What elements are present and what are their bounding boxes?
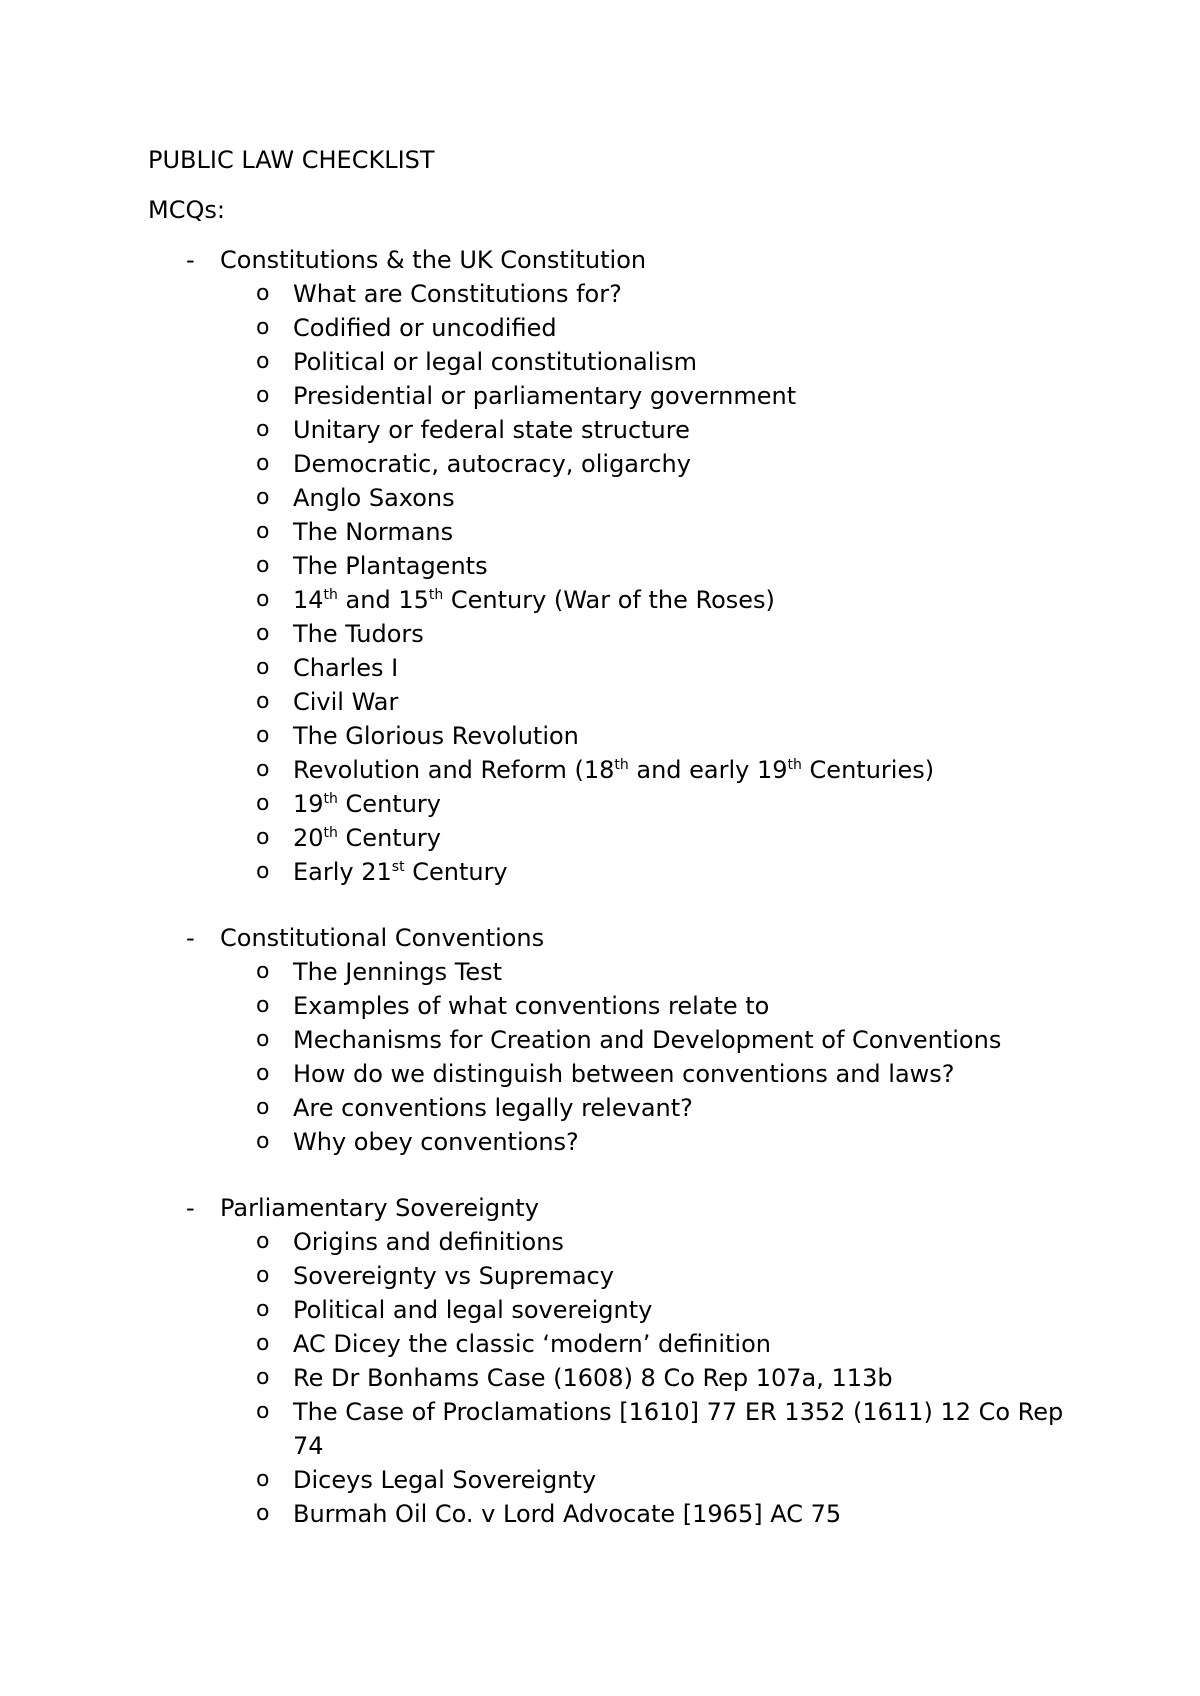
list-item bbox=[148, 1463, 1068, 1497]
list-item bbox=[148, 1327, 1068, 1361]
list-item bbox=[148, 1259, 1068, 1293]
circle-bullet-icon: o bbox=[256, 859, 270, 884]
list-item-text: Burmah Oil Co. v Lord Advocate [1965] AC 75 bbox=[293, 1500, 842, 1528]
list-item bbox=[148, 277, 1068, 311]
text-run: Revolution and Reform (18 bbox=[293, 756, 615, 784]
list-item-text: The Tudors bbox=[293, 620, 424, 648]
list-item bbox=[148, 719, 1068, 753]
circle-bullet-icon: o bbox=[256, 1095, 270, 1120]
checklist-items bbox=[148, 955, 1068, 1159]
circle-bullet-icon: o bbox=[256, 587, 270, 612]
section-heading-text: Constitutional Conventions bbox=[220, 924, 545, 952]
ordinal-suffix: th bbox=[428, 587, 444, 603]
list-item-text: Re Dr Bonhams Case (1608) 8 Co Rep 107a, 113b bbox=[293, 1364, 893, 1392]
list-item bbox=[148, 515, 1068, 549]
text-run: and early 19 bbox=[628, 756, 788, 784]
list-item-text bbox=[293, 858, 508, 886]
list-item-text: Civil War bbox=[293, 688, 399, 716]
list-item-text: Diceys Legal Sovereignty bbox=[293, 1466, 597, 1494]
document-title: PUBLIC LAW CHECKLIST bbox=[148, 146, 435, 174]
list-item-text: Democratic, autocracy, oligarchy bbox=[293, 450, 691, 478]
text-run: Century bbox=[337, 790, 441, 818]
mcq-label: MCQs: bbox=[148, 196, 225, 224]
circle-bullet-icon: o bbox=[256, 959, 270, 984]
dash-bullet-icon: - bbox=[186, 1194, 195, 1222]
list-item-text: Codified or uncodified bbox=[293, 314, 557, 342]
list-item-text bbox=[293, 790, 441, 818]
list-item-text: Why obey conventions? bbox=[293, 1128, 579, 1156]
list-item bbox=[148, 1293, 1068, 1327]
list-item bbox=[148, 583, 1068, 617]
circle-bullet-icon: o bbox=[256, 1129, 270, 1154]
list-item-text: The Glorious Revolution bbox=[293, 722, 579, 750]
text-run: Century bbox=[404, 858, 508, 886]
circle-bullet-icon: o bbox=[256, 621, 270, 646]
list-item bbox=[148, 549, 1068, 583]
circle-bullet-icon: o bbox=[256, 689, 270, 714]
circle-bullet-icon: o bbox=[256, 791, 270, 816]
list-item-text: Political or legal constitutionalism bbox=[293, 348, 697, 376]
text-run: 14 bbox=[293, 586, 324, 614]
list-item-text: The Plantagents bbox=[293, 552, 488, 580]
circle-bullet-icon: o bbox=[256, 417, 270, 442]
list-item bbox=[148, 787, 1068, 821]
list-item-text: Mechanisms for Creation and Development of Conventions bbox=[293, 1026, 1002, 1054]
list-item bbox=[148, 821, 1068, 855]
list-item-text: Unitary or federal state structure bbox=[293, 416, 690, 444]
list-item-text: The Jennings Test bbox=[293, 958, 503, 986]
list-item-text: Are conventions legally relevant? bbox=[293, 1094, 693, 1122]
circle-bullet-icon: o bbox=[256, 451, 270, 476]
list-item bbox=[148, 1225, 1068, 1259]
list-item-text bbox=[293, 824, 441, 852]
section-heading-text: Constitutions & the UK Constitution bbox=[220, 246, 647, 274]
list-item-text: AC Dicey the classic ‘modern’ definition bbox=[293, 1330, 771, 1358]
ordinal-suffix: th bbox=[614, 757, 629, 773]
ordinal-suffix: st bbox=[391, 859, 405, 875]
list-item-text: How do we distinguish between conventions and laws? bbox=[293, 1060, 955, 1088]
circle-bullet-icon: o bbox=[256, 1467, 270, 1492]
list-item bbox=[148, 685, 1068, 719]
list-item-text: Examples of what conventions relate to bbox=[293, 992, 770, 1020]
list-item bbox=[148, 379, 1068, 413]
circle-bullet-icon: o bbox=[256, 1331, 270, 1356]
circle-bullet-icon: o bbox=[256, 1061, 270, 1086]
list-item bbox=[148, 413, 1068, 447]
list-item-text: Presidential or parliamentary government bbox=[293, 382, 797, 410]
checklist-items bbox=[148, 277, 1068, 889]
list-item bbox=[148, 1395, 1068, 1463]
text-run: Centuries) bbox=[801, 756, 935, 784]
list-item bbox=[148, 1361, 1068, 1395]
list-item bbox=[148, 617, 1068, 651]
list-item bbox=[148, 447, 1068, 481]
section-heading bbox=[148, 243, 1068, 277]
list-item-text: Political and legal sovereignty bbox=[293, 1296, 653, 1324]
circle-bullet-icon: o bbox=[256, 519, 270, 544]
circle-bullet-icon: o bbox=[256, 1365, 270, 1390]
text-run: Century (War of the Roses) bbox=[443, 586, 775, 614]
text-run: and 15 bbox=[337, 586, 429, 614]
ordinal-suffix: th bbox=[787, 757, 802, 773]
list-item-text: The Case of Proclamations [1610] 77 ER 1352 (1611) 12 Co Rep 74 bbox=[293, 1398, 1064, 1460]
text-run: 19 bbox=[293, 790, 324, 818]
circle-bullet-icon: o bbox=[256, 757, 270, 782]
list-item bbox=[148, 753, 1068, 787]
list-item bbox=[148, 1023, 1068, 1057]
circle-bullet-icon: o bbox=[256, 1027, 270, 1052]
list-item bbox=[148, 955, 1068, 989]
list-item bbox=[148, 481, 1068, 515]
list-item bbox=[148, 311, 1068, 345]
circle-bullet-icon: o bbox=[256, 825, 270, 850]
checklist-items bbox=[148, 1225, 1068, 1531]
dash-bullet-icon: - bbox=[186, 246, 195, 274]
checklist-section bbox=[148, 1191, 1068, 1531]
circle-bullet-icon: o bbox=[256, 1263, 270, 1288]
ordinal-suffix: th bbox=[323, 587, 338, 603]
section-heading bbox=[148, 1191, 1068, 1225]
circle-bullet-icon: o bbox=[256, 1297, 270, 1322]
circle-bullet-icon: o bbox=[256, 1399, 270, 1424]
list-item-text: Origins and definitions bbox=[293, 1228, 564, 1256]
circle-bullet-icon: o bbox=[256, 655, 270, 680]
list-item-text: Sovereignty vs Supremacy bbox=[293, 1262, 614, 1290]
text-run: 20 bbox=[293, 824, 324, 852]
list-item-text bbox=[293, 586, 775, 614]
list-item bbox=[148, 345, 1068, 379]
ordinal-suffix: th bbox=[323, 791, 338, 807]
list-item bbox=[148, 1125, 1068, 1159]
document-page bbox=[148, 143, 1068, 1531]
list-item bbox=[148, 1497, 1068, 1531]
circle-bullet-icon: o bbox=[256, 1501, 270, 1526]
section-heading bbox=[148, 921, 1068, 955]
circle-bullet-icon: o bbox=[256, 315, 270, 340]
text-run: Century bbox=[337, 824, 441, 852]
circle-bullet-icon: o bbox=[256, 485, 270, 510]
circle-bullet-icon: o bbox=[256, 553, 270, 578]
list-item bbox=[148, 989, 1068, 1023]
circle-bullet-icon: o bbox=[256, 1229, 270, 1254]
list-item-text: The Normans bbox=[293, 518, 454, 546]
circle-bullet-icon: o bbox=[256, 349, 270, 374]
list-item bbox=[148, 651, 1068, 685]
list-item-text: Charles I bbox=[293, 654, 399, 682]
circle-bullet-icon: o bbox=[256, 993, 270, 1018]
checklist-section bbox=[148, 243, 1068, 889]
circle-bullet-icon: o bbox=[256, 723, 270, 748]
list-item bbox=[148, 1057, 1068, 1091]
text-run: Early 21 bbox=[293, 858, 392, 886]
list-item-text: What are Constitutions for? bbox=[293, 280, 622, 308]
list-item-text: Anglo Saxons bbox=[293, 484, 455, 512]
section-heading-text: Parliamentary Sovereignty bbox=[220, 1194, 539, 1222]
circle-bullet-icon: o bbox=[256, 281, 270, 306]
circle-bullet-icon: o bbox=[256, 383, 270, 408]
ordinal-suffix: th bbox=[323, 825, 338, 841]
list-item-text bbox=[293, 756, 934, 784]
checklist-sections bbox=[148, 243, 1068, 1531]
checklist-section bbox=[148, 921, 1068, 1159]
dash-bullet-icon: - bbox=[186, 924, 195, 952]
list-item bbox=[148, 855, 1068, 889]
list-item bbox=[148, 1091, 1068, 1125]
